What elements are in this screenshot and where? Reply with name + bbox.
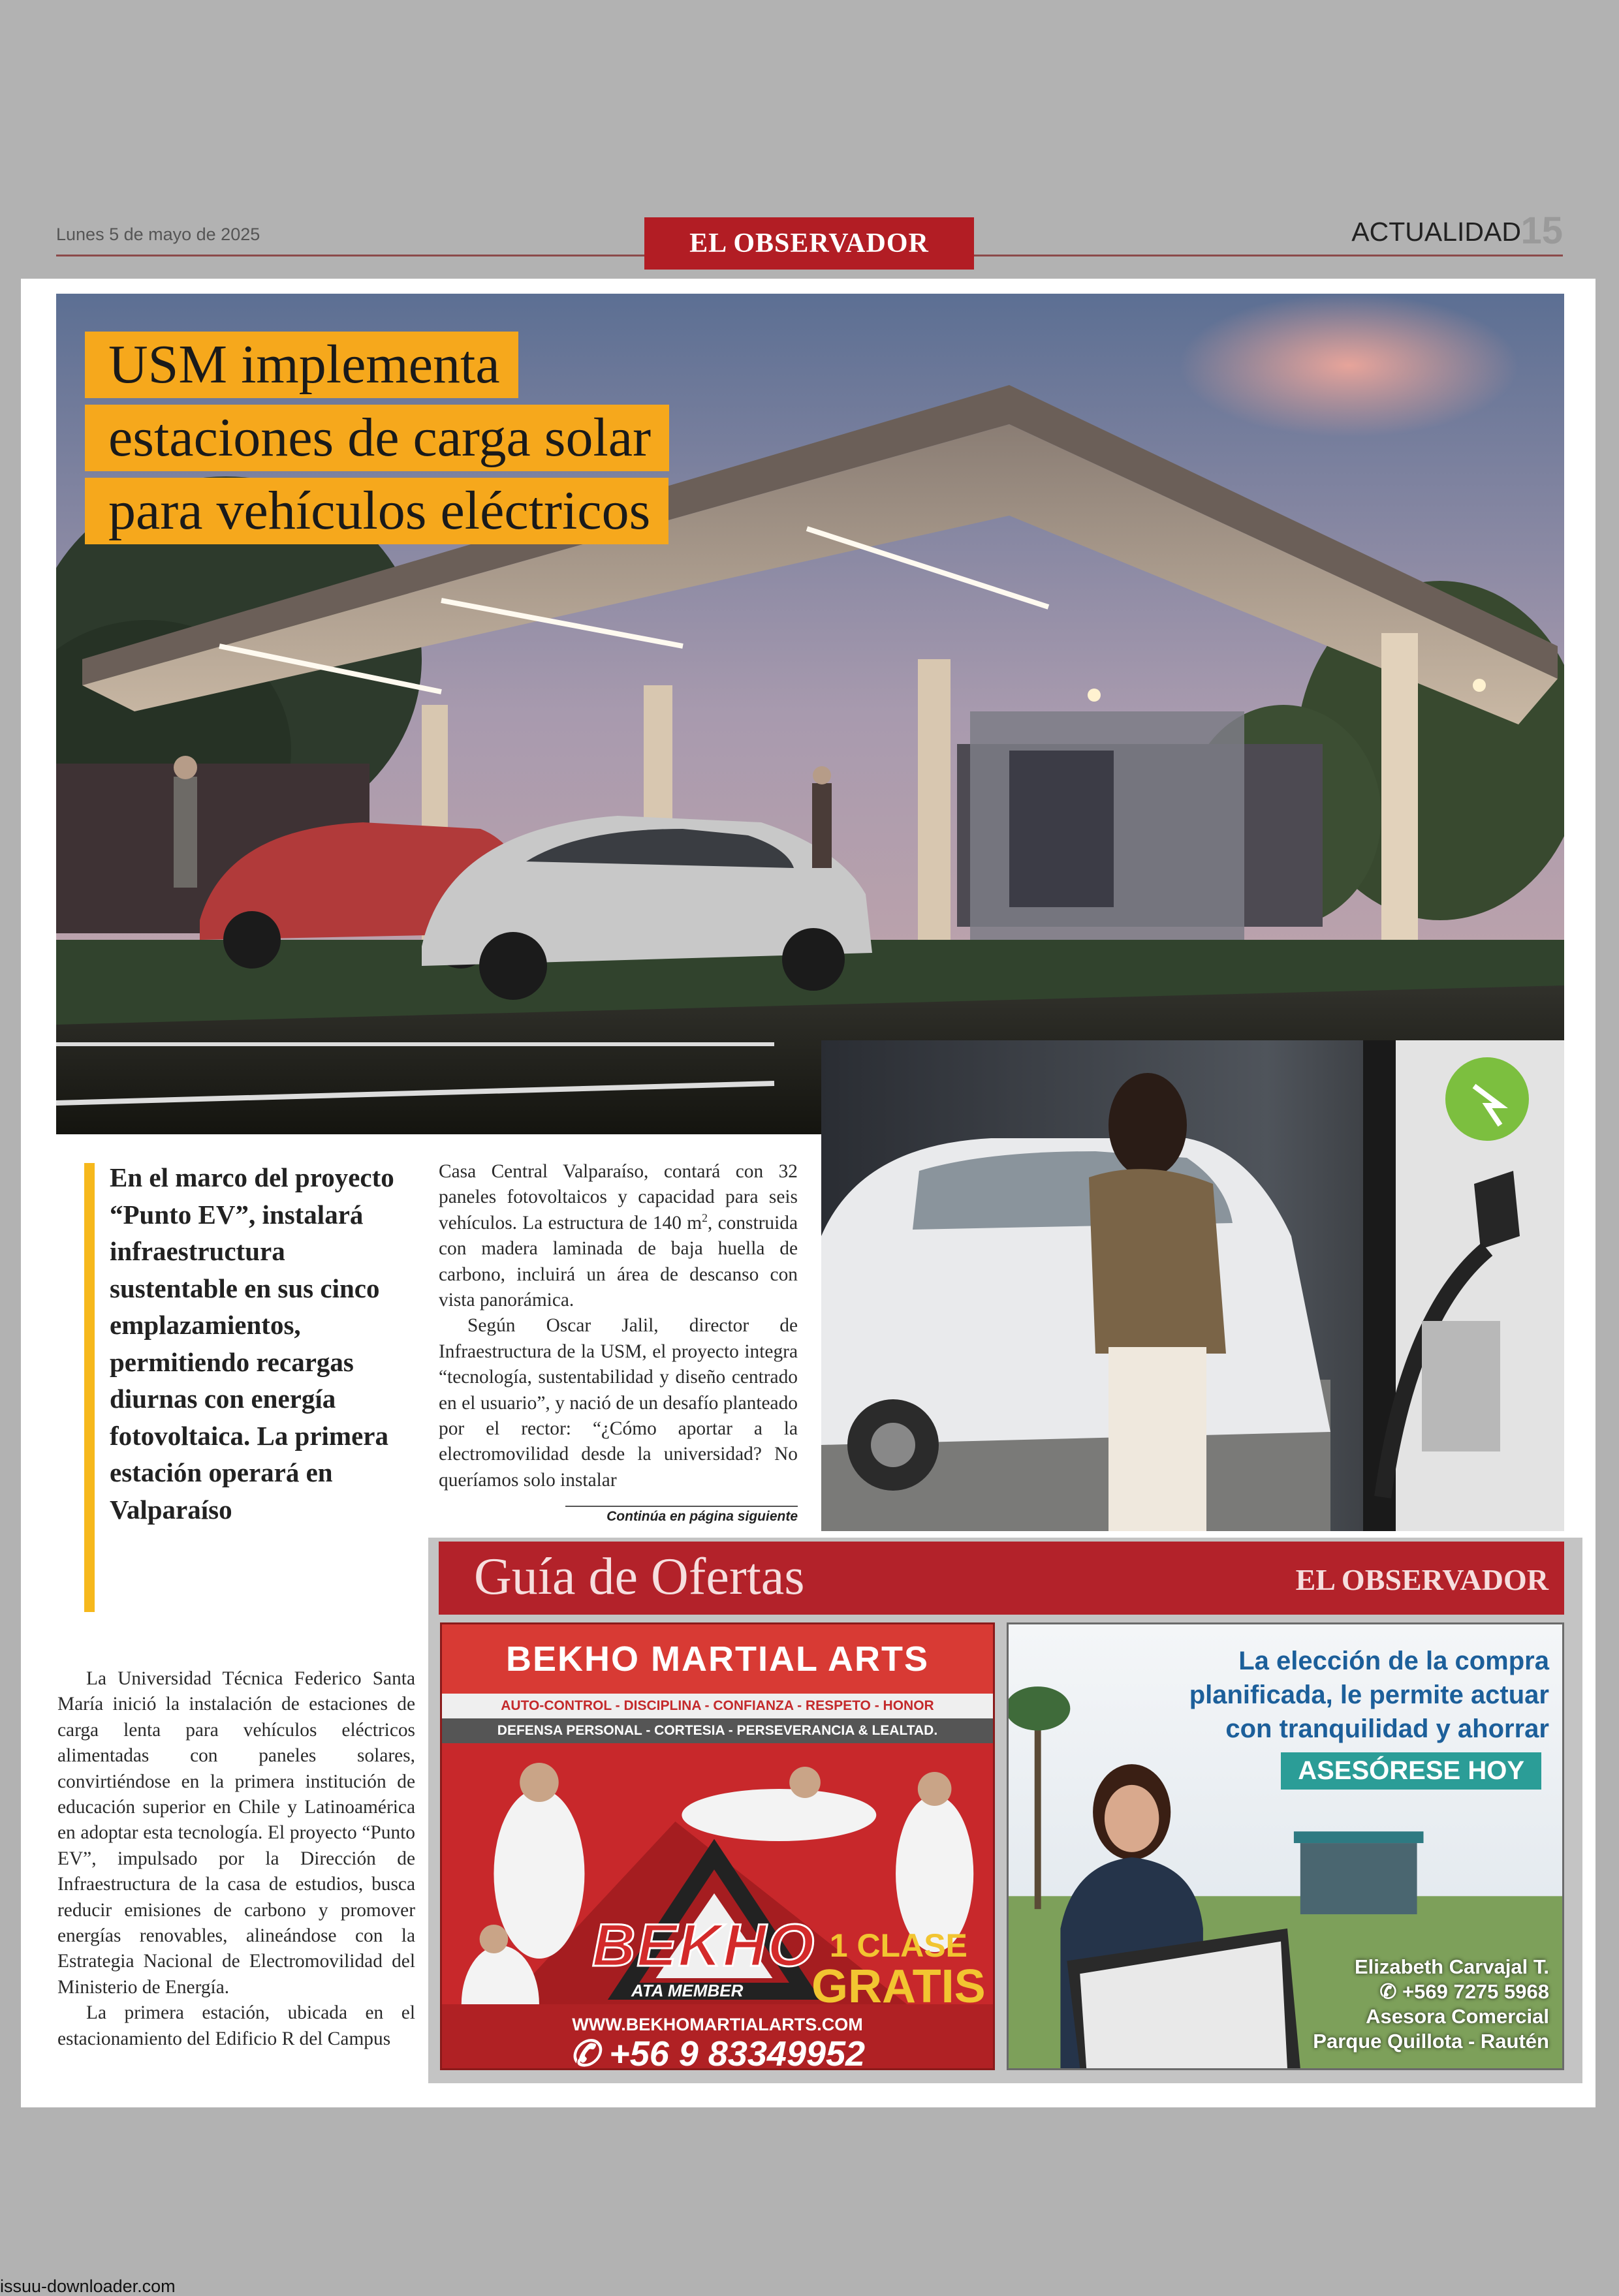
text-run: Casa Central Valparaíso, contará con 32 paneles fotovoltaicos y capacidad para seis vehículos. La estructura de 140 m: [439, 1161, 798, 1233]
article-column-2: [439, 1159, 798, 1493]
lead-accent-bar: [84, 1163, 95, 1612]
paragraph: [439, 1159, 798, 1313]
issue-date: Lunes 5 de mayo de 2025: [56, 225, 260, 244]
continues-note: Continúa en página siguiente: [606, 1509, 798, 1524]
ad-website[interactable]: WWW.BEKHOMARTIALARTS.COM: [572, 2015, 863, 2034]
ad-phone-number: +56 9 83349952: [609, 2034, 866, 2070]
ad-contact-phone-row[interactable]: [1313, 1979, 1549, 2004]
paragraph: La primera estación, ubicada en el estacionamiento del Edificio R del Campus: [57, 2002, 415, 2049]
ads-publisher: EL OBSERVADOR: [1295, 1563, 1548, 1596]
ad-phone[interactable]: [442, 2033, 993, 2070]
ad-contact: [1313, 1955, 1549, 2054]
ad-slogan-line: La elección de la compra: [1238, 1647, 1549, 1675]
ad-cta-badge[interactable]: ASESÓRESE HOY: [1281, 1752, 1541, 1790]
ad-slogan: [1157, 1644, 1549, 1746]
ad-bekho-logo: BEKHO: [592, 1912, 816, 1979]
phone-icon: ✆: [569, 2034, 610, 2070]
section-label: ACTUALIDAD: [1351, 217, 1521, 247]
headline-line-3: para vehículos eléctricos: [85, 478, 668, 544]
page-number: 15: [1520, 209, 1563, 252]
continues-rule: [565, 1506, 798, 1507]
whatsapp-icon: ✆: [1379, 1980, 1403, 2003]
headline-line-2: estaciones de carga solar: [85, 405, 669, 471]
ad-slogan-line: con tranquilidad y ahorrar: [1225, 1714, 1549, 1743]
paragraph: Según Oscar Jalil, director de Infraestructura de la USM, el proyecto integra “tecnología, sustentabilidad y diseño centrado en el usuario”, y nació de un desafío planteado por el rector: “¿Cómo aportar a la electromovilidad desde la universidad? No queríamos solo instalar: [439, 1315, 798, 1491]
ad-contact-role: Asesora Comercial: [1366, 2005, 1549, 2028]
ad-brand: BEKHO MARTIAL ARTS: [506, 1639, 929, 1679]
paragraph: La Universidad Técnica Federico Santa María inició la instalación de estaciones de carga lenta para vehículos eléctricos alimentadas con paneles solares, convirtiéndose en la primera institución de educación superior en Chile y Latinoamérica en adoptar esta tecnología. El proyecto “Punto EV”, impulsado por la Dirección de Infraestructura de la casa de estudios, busca reducir emisiones de carbono y promover energías renovables, alineándose con la Estrategia Nacional de Electromovilidad del Ministerio de Energía.: [57, 1668, 415, 1998]
ads-title: Guía de Ofertas: [474, 1548, 805, 1606]
superscript: 2: [702, 1211, 708, 1225]
ad-values-strip: AUTO-CONTROL - DISCIPLINA - CONFIANZA - RESPETO - HONOR: [442, 1694, 993, 1718]
photo-ev-charging: [821, 1040, 1564, 1531]
masthead: EL OBSERVADOR: [644, 217, 974, 270]
ad-offer-line-2: GRATIS: [811, 1961, 986, 2013]
ad-offer-line-1: 1 CLASE: [829, 1927, 967, 1964]
watermark: issuu-downloader.com: [0, 2276, 176, 2296]
ad-contact-name: Elizabeth Carvajal T.: [1354, 1955, 1549, 1978]
ad-values-strip-2: DEFENSA PERSONAL - CORTESIA - PERSEVERANCIA & LEALTAD.: [442, 1718, 993, 1743]
headline: [85, 332, 669, 551]
ad-contact-place: Parque Quillota - Rautén: [1313, 2030, 1549, 2053]
ad-bekho-martial-arts[interactable]: [440, 1622, 995, 2070]
ad-contact-phone: +569 7275 5968: [1402, 1980, 1549, 2003]
text-run: , construida con madera laminada de baja huella de carbono, incluirá un área de descanso con vista panorámica.: [439, 1212, 798, 1311]
headline-line-1: USM implementa: [85, 332, 518, 398]
article-lead: En el marco del proyecto “Punto EV”, instalará infraestructura sustentable en sus cinco emplazamientos, permitiendo recargas diurnas con energía fotovoltaica. La primera estación operará en Valparaíso: [110, 1162, 394, 1525]
ad-slogan-line: planificada, le permite actuar: [1189, 1681, 1549, 1709]
ad-parque-quillota[interactable]: [1007, 1622, 1564, 2070]
article-column-1: [57, 1666, 415, 2052]
ad-member-badge: ATA MEMBER: [631, 1981, 744, 2000]
ad-brand-banner: [442, 1624, 993, 1694]
ad-offer: [811, 1929, 986, 2011]
